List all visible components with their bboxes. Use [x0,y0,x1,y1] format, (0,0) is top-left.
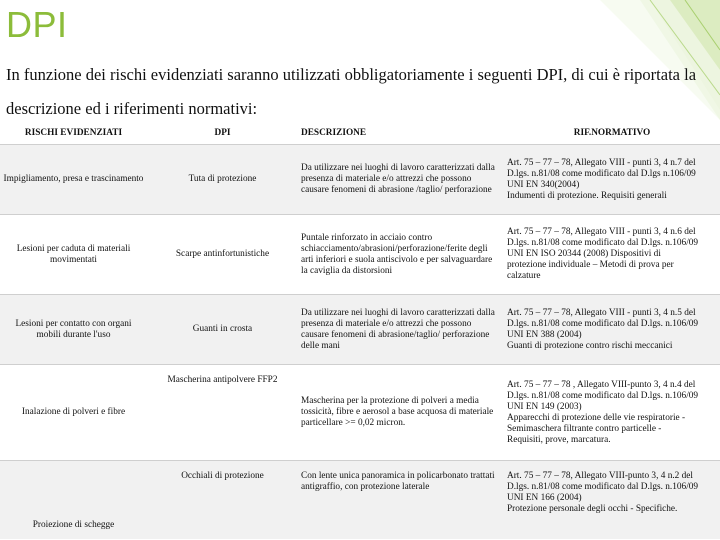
cell-description: Puntale rinforzato in acciaio contro schiacciamento/abrasioni/perforazione/ferite degli arti inferiori e suola antiscivolo e per salvaguardare la caviglia da distorsioni [301,232,493,276]
reference-line: UNI EN 388 (2004) [507,329,582,340]
cell-risk: Impigliamento, presa e trascinamento [3,174,144,184]
cell-risk: Proiezione di schegge [32,519,115,530]
cell-dpi: Tuta di protezione [188,174,257,184]
table-row [0,295,720,365]
cell-dpi: Mascherina antipolvere FFP2 [167,375,278,385]
table-row [0,145,720,215]
cell-reference [504,365,720,461]
cell-description: Da utilizzare nei luoghi di lavoro caratterizzati dalla presenza di materiale e/o attrezzi che possono causare fenomeni di abrasione /taglio/ perforazione [301,163,495,195]
table-row [0,215,720,295]
reference-line: Protezione personale degli occhi - Specifiche. [507,504,678,514]
slide-title: DPI [6,4,68,45]
cell-dpi: Occhiali di protezione [181,471,264,481]
reference-line: Art. 75 – 77 – 78, Allegato VIII - punti 3, 4 n.6 del [507,227,696,237]
reference-line: D.lgs. n.81/08 come modificato dal D.lgs n.106/09 [507,168,696,179]
reference-line: D.lgs. n.81/08 come modificato dal D.lgs. n.106/09 [507,390,699,401]
reference-line: UNI EN 340(2004) [507,179,580,190]
reference-line: Requisiti, prove, marcatura. [507,434,611,445]
reference-line: UNI EN 166 (2004) [507,493,582,503]
header-risks: RISCHI EVIDENZIATI [24,127,123,138]
reference-line: Art. 75 – 77 – 78, Allegato VIII - punti 3, 4 n.7 del [507,157,696,168]
cell-risk: Inalazione di polveri e fibre [21,407,126,417]
reference-line: Art. 75 – 77 – 78, Allegato VIII-punto 3, 4 n.2 del [507,471,694,481]
reference-line: Semimaschera filtrante contro particelle - [507,423,662,434]
reference-line: calzature [507,271,541,281]
cell-dpi: Scarpe antinfortunistiche [175,249,270,259]
cell-risk: Lesioni per caduta di materiali movimentati [16,243,131,265]
cell-reference [504,145,720,215]
header-description: DESCRIZIONE [301,127,367,138]
reference-line: D.lgs. n.81/08 come modificato dal D.lgs. n.106/09 [507,318,699,329]
cell-reference [504,215,720,295]
reference-line: Indumenti di protezione. Requisiti generali [507,190,667,201]
reference-line: protezione individuale – Metodi di prova per [507,260,674,270]
reference-line: D.lgs. n.81/08 come modificato dal D.lgs. n.106/09 [507,238,699,248]
reference-line: UNI EN ISO 20344 (2008) Dispositivi di [507,249,661,259]
reference-line: Art. 75 – 77 – 78, Allegato VIII - punti 3, 4 n.5 del [507,307,696,318]
table-row [0,365,720,461]
cell-description: Con lente unica panoramica in policarbonato trattati antigraffio, con protezione laterale [301,471,495,492]
reference-line: Art. 75 – 77 – 78 , Allegato VIII-punto 3, 4 n.4 del [507,379,696,390]
table-row [0,461,720,539]
cell-description: Da utilizzare nei luoghi di lavoro caratterizzati dalla presenza di materiale e/o attrezzi che possono causare fenomeni di abrasione/taglio/ perforazione delle mani [301,307,495,351]
cell-reference [504,295,720,365]
reference-line: D.lgs. n.81/08 come modificato dal D.lgs. n.106/09 [507,482,699,492]
dpi-table [0,122,720,539]
reference-line: Apparecchi di protezione delle vie respiratorie - [507,412,686,423]
header-dpi: DPI [214,127,231,138]
header-reference: RIF.NORMATIVO [573,127,651,138]
cell-description: Mascherina per la protezione di polveri a media tossicità, fibre e aerosol a base acquosa di materiale particellare >= 0,02 micron. [301,396,494,428]
reference-line: Guanti di protezione contro rischi meccanici [507,340,673,351]
cell-risk: Lesioni per contatto con organi mobili durante l'uso [15,318,132,340]
intro-paragraph: In funzione dei rischi evidenziati saranno utilizzati obbligatoriamente i seguenti DPI, di cui è riportata la descrizione ed i riferimenti normativi: [6,65,697,118]
cell-reference [504,461,720,539]
reference-line: UNI EN 149 (2003) [507,401,582,412]
cell-dpi: Guanti in crosta [192,324,253,334]
table-header-row [0,122,720,145]
